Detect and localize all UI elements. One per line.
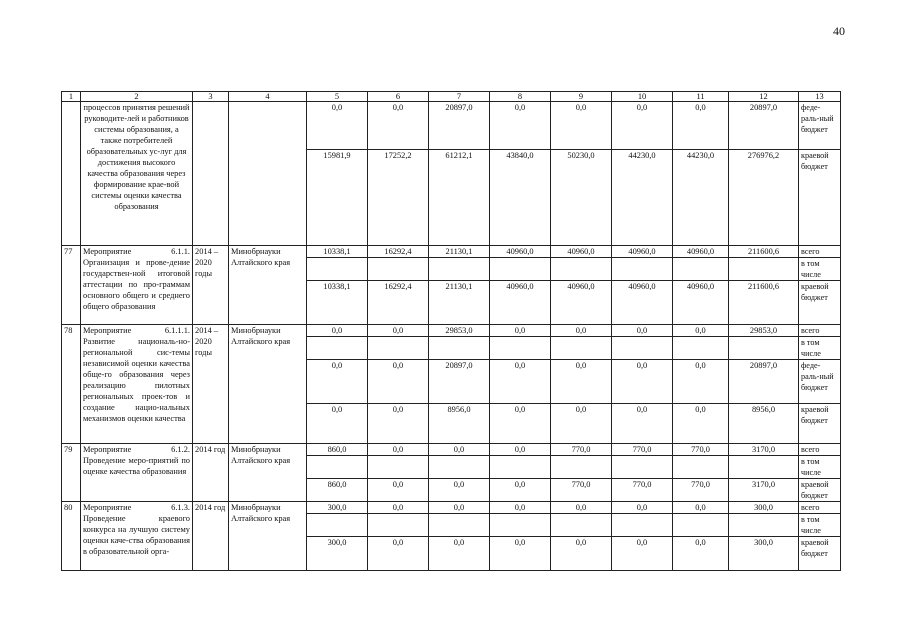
amount-cell: 0,0 — [490, 444, 551, 456]
amount-cell — [729, 456, 799, 479]
amount-cell: 16292,4 — [368, 246, 429, 258]
amount-cell: 0,0 — [612, 325, 673, 337]
amount-cell: 0,0 — [673, 360, 729, 404]
amount-cell: 0,0 — [612, 502, 673, 514]
amount-cell: 0,0 — [368, 325, 429, 337]
amount-cell: 20897,0 — [729, 102, 799, 150]
amount-cell: 0,0 — [368, 404, 429, 444]
period-cell — [193, 102, 229, 246]
period-cell: 2014 – 2020 годы — [193, 246, 229, 325]
amount-cell — [612, 337, 673, 360]
amount-cell: 0,0 — [368, 444, 429, 456]
row-number-cell: 77 — [62, 246, 81, 325]
amount-cell: 16292,4 — [368, 281, 429, 325]
header-cell: 1 — [62, 92, 81, 102]
amount-cell: 29853,0 — [429, 325, 490, 337]
amount-cell: 10338,1 — [307, 246, 368, 258]
amount-cell: 43840,0 — [490, 150, 551, 246]
header-cell: 13 — [799, 92, 841, 102]
amount-cell: 0,0 — [490, 102, 551, 150]
header-cell: 4 — [229, 92, 307, 102]
header-cell: 5 — [307, 92, 368, 102]
amount-cell: 0,0 — [490, 325, 551, 337]
funding-source: всего — [799, 502, 841, 514]
amount-cell: 29853,0 — [729, 325, 799, 337]
amount-cell: 0,0 — [673, 102, 729, 150]
measure-description: процессов принятия решений руководите-лей и работников системы образования, а также потребителей образовательных ус-луг для достижения высокого качества образования через формирование крае-вой системы оценки качества образования — [81, 102, 193, 246]
amount-cell — [490, 456, 551, 479]
amount-cell: 0,0 — [307, 102, 368, 150]
funding-source: феде-раль-ный бюджет — [799, 360, 841, 404]
amount-cell — [551, 514, 612, 537]
amount-cell — [673, 456, 729, 479]
table-row — [62, 444, 841, 456]
header-cell: 2 — [81, 92, 193, 102]
amount-cell — [429, 258, 490, 281]
amount-cell: 0,0 — [490, 360, 551, 404]
amount-cell — [490, 514, 551, 537]
amount-cell: 0,0 — [551, 404, 612, 444]
amount-cell: 0,0 — [307, 404, 368, 444]
amount-cell — [729, 337, 799, 360]
amount-cell — [429, 337, 490, 360]
amount-cell: 3170,0 — [729, 444, 799, 456]
header-row — [62, 92, 841, 102]
amount-cell: 0,0 — [673, 502, 729, 514]
amount-cell: 20897,0 — [429, 102, 490, 150]
amount-cell: 0,0 — [368, 360, 429, 404]
amount-cell — [307, 514, 368, 537]
amount-cell: 0,0 — [673, 537, 729, 571]
amount-cell: 0,0 — [612, 404, 673, 444]
amount-cell — [673, 258, 729, 281]
amount-cell: 0,0 — [490, 537, 551, 571]
funding-source: в том числе — [799, 514, 841, 537]
amount-cell: 40960,0 — [673, 246, 729, 258]
amount-cell — [307, 337, 368, 360]
amount-cell: 10338,1 — [307, 281, 368, 325]
executor-cell — [229, 102, 307, 246]
amount-cell — [551, 456, 612, 479]
amount-cell: 276976,2 — [729, 150, 799, 246]
amount-cell: 0,0 — [673, 325, 729, 337]
amount-cell: 0,0 — [551, 102, 612, 150]
amount-cell — [612, 258, 673, 281]
measure-description: Мероприятие 6.1.1.1. Развитие националь-но-региональной сис-темы независимой оценки качества обще-го образования через реализацию пилотных региональных проек-тов и создание нацио-нальных механизмов оценки качества — [81, 325, 193, 444]
amount-cell: 0,0 — [490, 404, 551, 444]
amount-cell: 40960,0 — [673, 281, 729, 325]
amount-cell: 8956,0 — [729, 404, 799, 444]
amount-cell: 770,0 — [551, 479, 612, 502]
amount-cell — [551, 337, 612, 360]
funding-source: краевой бюджет — [799, 281, 841, 325]
amount-cell: 21130,1 — [429, 281, 490, 325]
amount-cell: 40960,0 — [490, 281, 551, 325]
funding-source: краевой бюджет — [799, 404, 841, 444]
amount-cell: 44230,0 — [673, 150, 729, 246]
header-cell: 12 — [729, 92, 799, 102]
amount-cell — [429, 456, 490, 479]
amount-cell: 0,0 — [429, 444, 490, 456]
table-row — [62, 502, 841, 514]
header-cell: 10 — [612, 92, 673, 102]
executor-cell: Минобрнауки Алтайского края — [229, 502, 307, 571]
amount-cell: 21130,1 — [429, 246, 490, 258]
amount-cell: 0,0 — [551, 360, 612, 404]
amount-cell: 0,0 — [612, 102, 673, 150]
amount-cell: 0,0 — [429, 502, 490, 514]
table-row — [62, 246, 841, 258]
amount-cell: 0,0 — [551, 325, 612, 337]
amount-cell: 0,0 — [551, 537, 612, 571]
amount-cell — [307, 456, 368, 479]
row-number-cell: 80 — [62, 502, 81, 571]
row-number-cell: 79 — [62, 444, 81, 502]
amount-cell: 50230,0 — [551, 150, 612, 246]
funding-source: всего — [799, 325, 841, 337]
amount-cell — [551, 258, 612, 281]
amount-cell: 860,0 — [307, 479, 368, 502]
executor-cell: Минобрнауки Алтайского края — [229, 246, 307, 325]
amount-cell: 0,0 — [429, 537, 490, 571]
period-cell: 2014 год — [193, 502, 229, 571]
header-cell: 3 — [193, 92, 229, 102]
amount-cell: 0,0 — [368, 102, 429, 150]
amount-cell: 40960,0 — [612, 281, 673, 325]
program-table-container — [61, 91, 841, 571]
amount-cell — [490, 258, 551, 281]
amount-cell: 61212,1 — [429, 150, 490, 246]
header-cell: 8 — [490, 92, 551, 102]
amount-cell: 40960,0 — [612, 246, 673, 258]
program-table — [61, 91, 841, 571]
amount-cell: 0,0 — [490, 502, 551, 514]
amount-cell: 17252,2 — [368, 150, 429, 246]
amount-cell — [673, 514, 729, 537]
amount-cell: 300,0 — [307, 537, 368, 571]
amount-cell — [307, 258, 368, 281]
measure-description: Мероприятие 6.1.3. Проведение краевого конкурса на лучшую систему оценки каче-ства образования в образовательной орга- — [81, 502, 193, 571]
amount-cell — [368, 258, 429, 281]
header-cell: 6 — [368, 92, 429, 102]
amount-cell — [490, 337, 551, 360]
amount-cell — [729, 514, 799, 537]
amount-cell: 770,0 — [673, 479, 729, 502]
amount-cell: 0,0 — [612, 360, 673, 404]
amount-cell — [368, 337, 429, 360]
amount-cell: 770,0 — [612, 479, 673, 502]
amount-cell: 300,0 — [307, 502, 368, 514]
amount-cell: 20897,0 — [429, 360, 490, 404]
period-cell: 2014 – 2020 годы — [193, 325, 229, 444]
amount-cell: 0,0 — [307, 360, 368, 404]
executor-cell: Минобрнауки Алтайского края — [229, 325, 307, 444]
funding-source: в том числе — [799, 258, 841, 281]
amount-cell: 3170,0 — [729, 479, 799, 502]
amount-cell — [612, 456, 673, 479]
amount-cell: 770,0 — [612, 444, 673, 456]
funding-source: в том числе — [799, 337, 841, 360]
table-row — [62, 102, 841, 150]
amount-cell: 0,0 — [612, 537, 673, 571]
period-cell: 2014 год — [193, 444, 229, 502]
funding-source: краевой бюджет — [799, 479, 841, 502]
amount-cell — [368, 456, 429, 479]
funding-source: всего — [799, 444, 841, 456]
funding-source: всего — [799, 246, 841, 258]
amount-cell: 300,0 — [729, 537, 799, 571]
row-number-cell — [62, 102, 81, 246]
amount-cell: 40960,0 — [551, 246, 612, 258]
amount-cell: 0,0 — [368, 502, 429, 514]
amount-cell: 40960,0 — [490, 246, 551, 258]
amount-cell: 15981,9 — [307, 150, 368, 246]
amount-cell: 20897,0 — [729, 360, 799, 404]
amount-cell: 211600,6 — [729, 281, 799, 325]
amount-cell: 860,0 — [307, 444, 368, 456]
amount-cell: 0,0 — [429, 479, 490, 502]
page-number: 40 — [833, 24, 845, 38]
funding-source: в том числе — [799, 456, 841, 479]
header-cell: 7 — [429, 92, 490, 102]
measure-description: Мероприятие 6.1.1. Организация и прове-дение государствен-ной итоговой аттестации по про-граммам основного общего и среднего общего образования — [81, 246, 193, 325]
amount-cell: 0,0 — [368, 537, 429, 571]
executor-cell: Минобрнауки Алтайского края — [229, 444, 307, 502]
header-cell: 9 — [551, 92, 612, 102]
amount-cell — [673, 337, 729, 360]
funding-source: краевой бюджет — [799, 150, 841, 246]
amount-cell: 0,0 — [551, 502, 612, 514]
amount-cell — [612, 514, 673, 537]
table-row — [62, 325, 841, 337]
measure-description: Мероприятие 6.1.2. Проведение меро-приятий по оценке качества образования — [81, 444, 193, 502]
amount-cell: 0,0 — [673, 404, 729, 444]
funding-source: краевой бюджет — [799, 537, 841, 571]
amount-cell — [729, 258, 799, 281]
amount-cell: 770,0 — [673, 444, 729, 456]
amount-cell — [429, 514, 490, 537]
amount-cell: 211600,6 — [729, 246, 799, 258]
header-cell: 11 — [673, 92, 729, 102]
amount-cell: 0,0 — [368, 479, 429, 502]
amount-cell — [368, 514, 429, 537]
funding-source: феде-раль-ный бюджет — [799, 102, 841, 150]
amount-cell: 300,0 — [729, 502, 799, 514]
amount-cell: 40960,0 — [551, 281, 612, 325]
amount-cell: 770,0 — [551, 444, 612, 456]
amount-cell: 8956,0 — [429, 404, 490, 444]
amount-cell: 0,0 — [490, 479, 551, 502]
amount-cell: 44230,0 — [612, 150, 673, 246]
row-number-cell: 78 — [62, 325, 81, 444]
amount-cell: 0,0 — [307, 325, 368, 337]
